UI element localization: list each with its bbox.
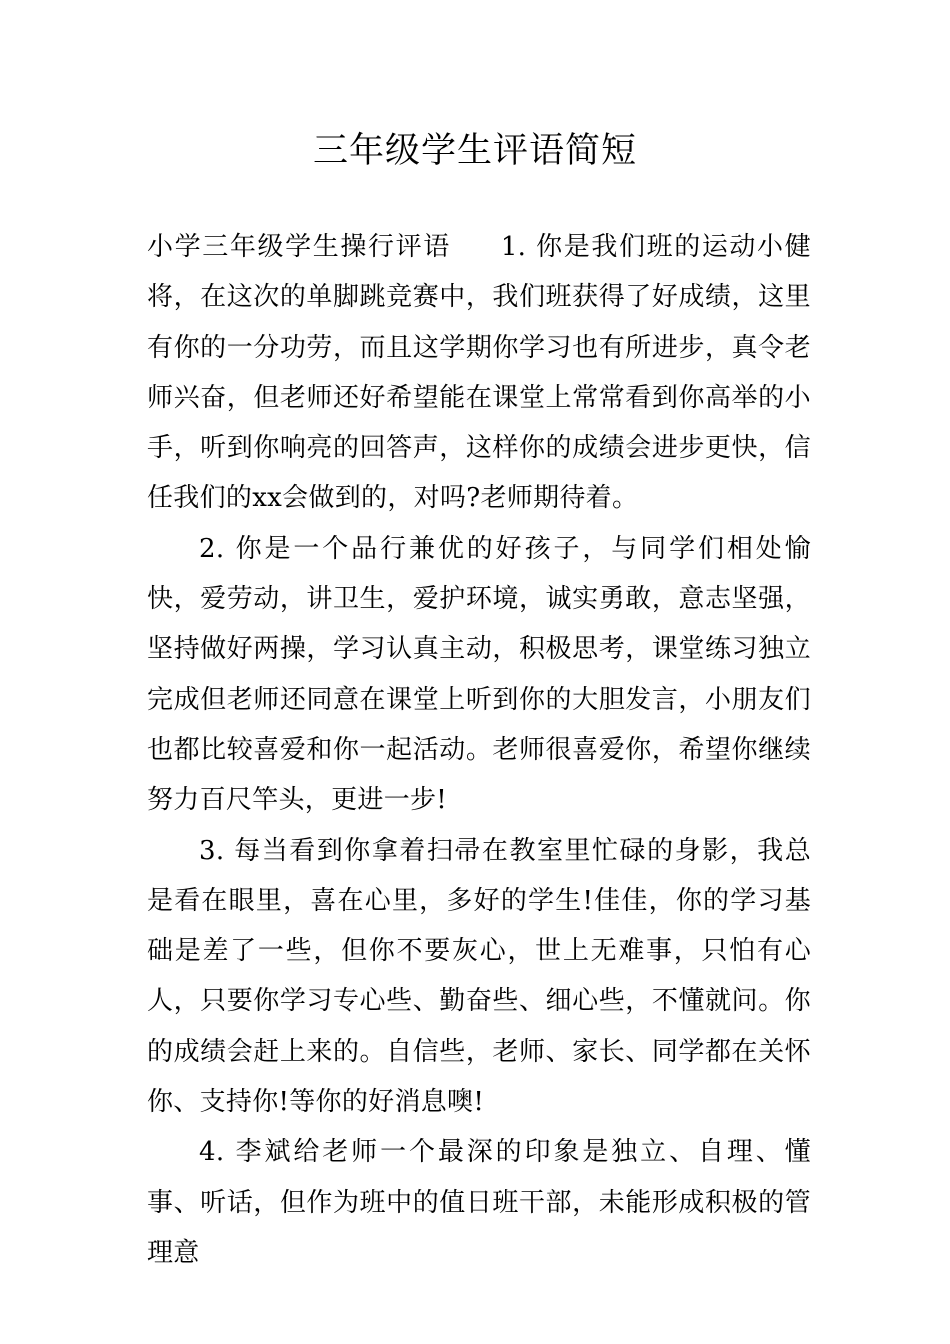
document-body (147, 222, 811, 1278)
paragraph-3: 3. 每当看到你拿着扫帚在教室里忙碌的身影，我总是看在眼里，喜在心里，多好的学生!佳佳，你的学习基础是差了一些，但你不要灰心，世上无难事，只怕有心人，只要你学习专心些、勤奋些、细心些，不懂就问。你的成绩会赶上来的。自信些，老师、家长、同学都在关怀你、支持你!等你的好消息噢! (147, 835, 811, 1118)
paragraph-4: 4. 李斌给老师一个最深的印象是独立、自理、懂事、听话，但作为班中的值日班干部，未能形成积极的管理意 (147, 1137, 811, 1268)
document-title: 三年级学生评语简短 (312, 131, 637, 171)
paragraph-1-text: 1. 你是我们班的运动小健将，在这次的单脚跳竞赛中，我们班获得了好成绩，这里有你的一分功劳，而且这学期你学习也有所进步，真令老师兴奋，但老师还好希望能在课堂上常常看到你高举的小手，听到你响亮的回答声，这样你的成绩会进步更快，信任我们的xx会做到的，对吗?老师期待着。 (147, 232, 811, 514)
section-label: 小学三年级学生操行评语 (147, 232, 451, 262)
paragraph-1 (147, 222, 811, 524)
paragraph-2: 2. 你是一个品行兼优的好孩子，与同学们相处愉快，爱劳动，讲卫生，爱护环境，诚实勇敢，意志坚强，坚持做好两操，学习认真主动，积极思考，课堂练习独立完成但老师还同意在课堂上听到你的大胆发言，小朋友们也都比较喜爱和你一起活动。老师很喜爱你，希望你继续努力百尺竿头，更进一步! (147, 533, 811, 816)
